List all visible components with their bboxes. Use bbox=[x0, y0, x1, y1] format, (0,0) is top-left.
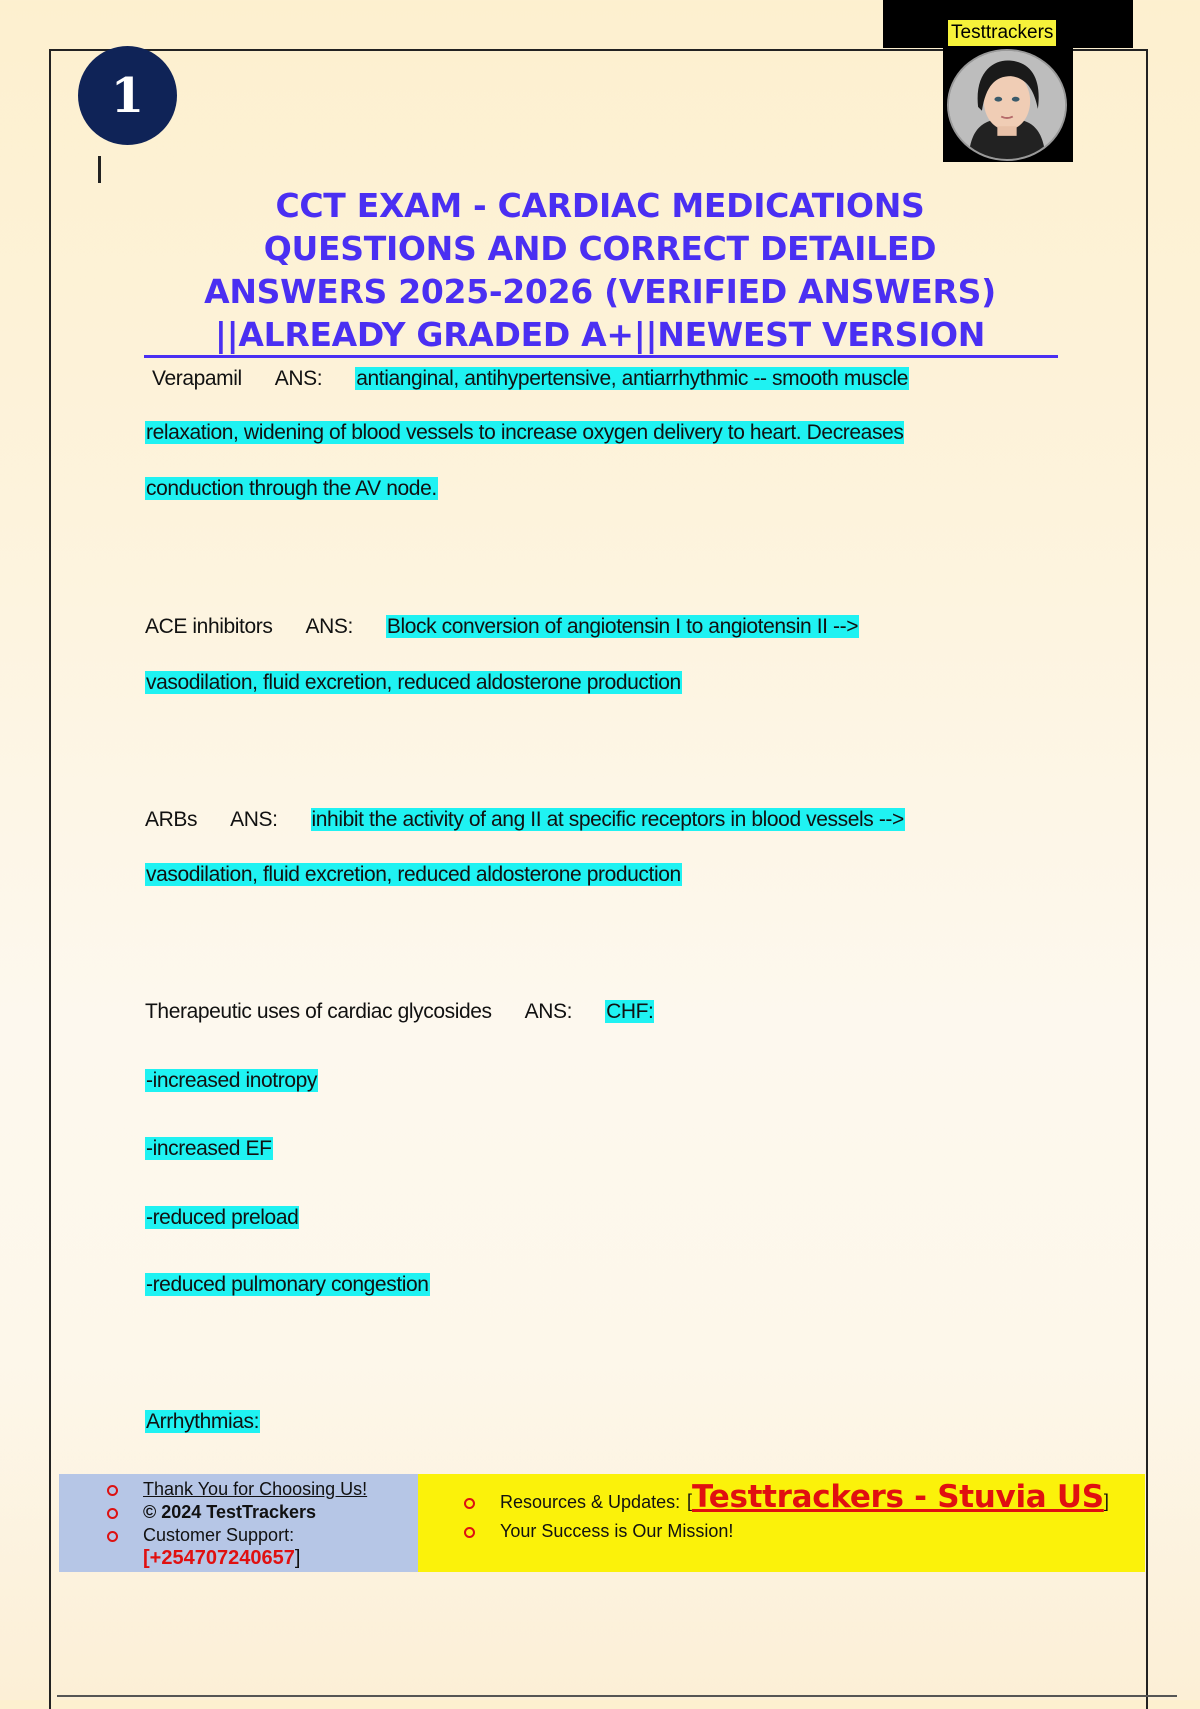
brand-label: Testtrackers bbox=[948, 20, 1056, 46]
qa-line bbox=[145, 418, 904, 448]
qa-line bbox=[145, 1407, 260, 1437]
resources-label: Resources & Updates: bbox=[500, 1492, 681, 1512]
answer-highlight: Block conversion of angiotensin I to angiotensin II --> bbox=[386, 615, 859, 638]
qa-line bbox=[145, 997, 654, 1027]
qa-term: ARBs bbox=[145, 808, 198, 831]
answer-highlight: inhibit the activity of ang II at specific receptors in blood vessels --> bbox=[311, 808, 904, 831]
qa-line bbox=[145, 474, 438, 504]
answer-highlight: Arrhythmias: bbox=[146, 1410, 260, 1433]
thanks-link[interactable]: Thank You for Choosing Us! bbox=[143, 1479, 368, 1499]
resources-link[interactable]: Testtrackers - Stuvia US bbox=[692, 1479, 1104, 1515]
copyright-text: © 2024 TestTrackers bbox=[143, 1502, 317, 1522]
document-title bbox=[140, 184, 1060, 356]
bottom-rule bbox=[57, 1695, 1177, 1697]
support-label: Customer Support: bbox=[143, 1525, 295, 1545]
qa-line bbox=[145, 1270, 430, 1300]
qa-term: ACE inhibitors bbox=[145, 615, 273, 638]
qa-line bbox=[145, 1066, 318, 1096]
bullet-icon bbox=[107, 1485, 118, 1496]
bullet-icon bbox=[107, 1531, 118, 1542]
title-underline bbox=[144, 355, 1058, 358]
qa-term: Verapamil bbox=[152, 367, 242, 390]
answer-highlight: CHF: bbox=[606, 1000, 654, 1023]
qa-line bbox=[145, 612, 859, 642]
support-phone[interactable]: +254707240657 bbox=[149, 1547, 295, 1569]
ans-label: ANS: bbox=[305, 615, 353, 638]
page-number: 1 bbox=[110, 67, 145, 124]
text-cursor bbox=[98, 156, 101, 183]
title-line: ||ALREADY GRADED A+||NEWEST VERSION bbox=[214, 315, 986, 354]
title-line: ANSWERS 2025-2026 (VERIFIED ANSWERS) bbox=[204, 272, 996, 311]
bullet-icon bbox=[464, 1527, 475, 1538]
title-line: CCT EXAM - CARDIAC MEDICATIONS bbox=[275, 186, 925, 225]
answer-highlight: relaxation, widening of blood vessels to increase oxygen delivery to heart. Decreases bbox=[146, 421, 904, 444]
answer-highlight: vasodilation, fluid excretion, reduced aldosterone production bbox=[146, 671, 681, 694]
ans-label: ANS: bbox=[274, 367, 323, 390]
page-number-badge bbox=[78, 46, 177, 145]
qa-line bbox=[145, 364, 909, 394]
answer-highlight: antianginal, antihypertensive, antiarrhythmic -- smooth muscle bbox=[356, 367, 909, 390]
footer-right-panel bbox=[418, 1474, 1145, 1572]
ans-label: ANS: bbox=[230, 808, 278, 831]
mission-text: Your Success is Our Mission! bbox=[500, 1521, 734, 1541]
qa-line bbox=[145, 805, 905, 835]
woman-portrait-icon bbox=[949, 51, 1065, 159]
answer-highlight: -increased EF bbox=[146, 1137, 272, 1160]
qa-line bbox=[145, 1134, 273, 1164]
resources-link-wrap: [Testtrackers - Stuvia US] bbox=[687, 1479, 1109, 1515]
footer-left-panel bbox=[59, 1474, 418, 1572]
title-line: QUESTIONS AND CORRECT DETAILED bbox=[263, 229, 937, 268]
ans-label: ANS: bbox=[524, 1000, 573, 1023]
answer-highlight: vasodilation, fluid excretion, reduced aldosterone production bbox=[146, 863, 681, 886]
qa-line bbox=[145, 668, 682, 698]
bullet-icon bbox=[107, 1508, 118, 1519]
answer-highlight: conduction through the AV node. bbox=[146, 477, 437, 500]
qa-line bbox=[145, 860, 682, 890]
support-phone-wrap: [+254707240657] bbox=[143, 1547, 301, 1569]
avatar-icon bbox=[947, 49, 1067, 161]
answer-highlight: -reduced pulmonary congestion bbox=[146, 1273, 429, 1296]
qa-term: Therapeutic uses of cardiac glycosides bbox=[145, 1000, 492, 1023]
bullet-icon bbox=[464, 1498, 475, 1509]
answer-highlight: -reduced preload bbox=[146, 1206, 299, 1229]
qa-line bbox=[145, 1203, 299, 1233]
answer-highlight: -increased inotropy bbox=[146, 1069, 317, 1092]
